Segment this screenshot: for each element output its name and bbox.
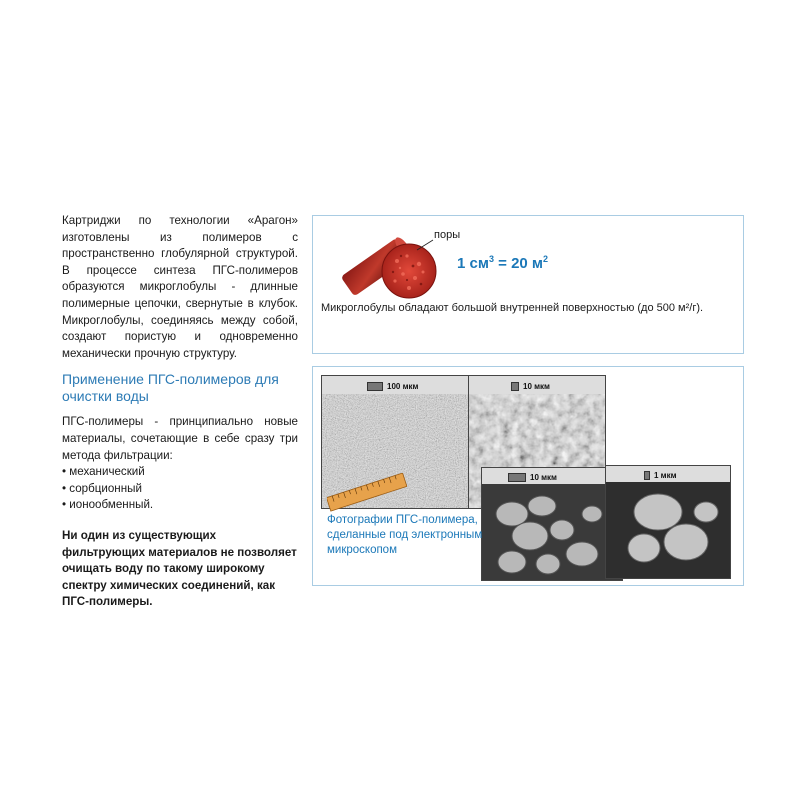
- scale-text: 1 мкм: [654, 471, 677, 480]
- pores-label: поры: [434, 229, 461, 241]
- microscope-photo-1um: [605, 465, 731, 579]
- scale-label: [508, 473, 557, 482]
- intro-paragraph: Картриджи по технологии «Арагон» изготовлены из полимеров с пространственно глобулярной структурой. В процессе синтеза ПГС-полимеров образуются микроглобулы - длинные полимерные цепочки, свернутые в клубок. Микроглобулы, соединяясь между собой, создают пористую и одновременно механически прочную структуру.: [62, 214, 298, 360]
- photos-caption: Фотографии ПГС-полимера, сделанные под электронным микроскопом: [327, 514, 483, 557]
- surface-info-box: [312, 215, 744, 354]
- left-column: [62, 213, 298, 622]
- microscope-photos-box: [312, 366, 744, 586]
- scale-bar-icon: [508, 473, 526, 482]
- scale-text: 10 мкм: [523, 382, 550, 391]
- sem-image: [482, 484, 622, 580]
- scale-bar-icon: [367, 382, 383, 391]
- scale-bar-icon: [644, 471, 650, 480]
- list-item: • ионообменный.: [62, 497, 298, 514]
- filtration-text: ПГС-полимеры - принципиально новые материалы, сочетающие в себе сразу три метода фильтрации:: [62, 415, 298, 462]
- formula-exponent: 3: [488, 254, 494, 264]
- list-item: • сорбционный: [62, 481, 298, 498]
- highlight-paragraph: Ни один из существующих фильтрующих материалов не позволяет очищать воду по такому широкому спектру химических соединений, как ПГС-полимеры.: [62, 528, 297, 609]
- scale-label: [511, 382, 550, 391]
- formula-part: = 20 м: [493, 255, 544, 272]
- surface-caption: Микроглобулы обладают большой внутренней поверхностью (до 500 м²/г).: [321, 302, 704, 314]
- formula-exponent: 2: [543, 254, 549, 264]
- scale-label: [367, 382, 418, 391]
- sem-image: [606, 482, 730, 578]
- scale-text: 10 мкм: [530, 473, 557, 482]
- list-item: • механический: [62, 464, 298, 481]
- scale-bar-icon: [511, 382, 519, 391]
- formula-part: 1 см: [457, 255, 489, 272]
- scale-label: [644, 471, 677, 480]
- filtration-methods-list: [62, 464, 298, 514]
- ruler-illustration: [327, 473, 407, 513]
- surface-formula: [457, 254, 548, 272]
- scale-text: 100 мкм: [387, 382, 419, 391]
- section-heading: Применение ПГС-полимеров для очистки воды: [62, 371, 279, 405]
- microscope-photo-10um-b: [481, 467, 623, 581]
